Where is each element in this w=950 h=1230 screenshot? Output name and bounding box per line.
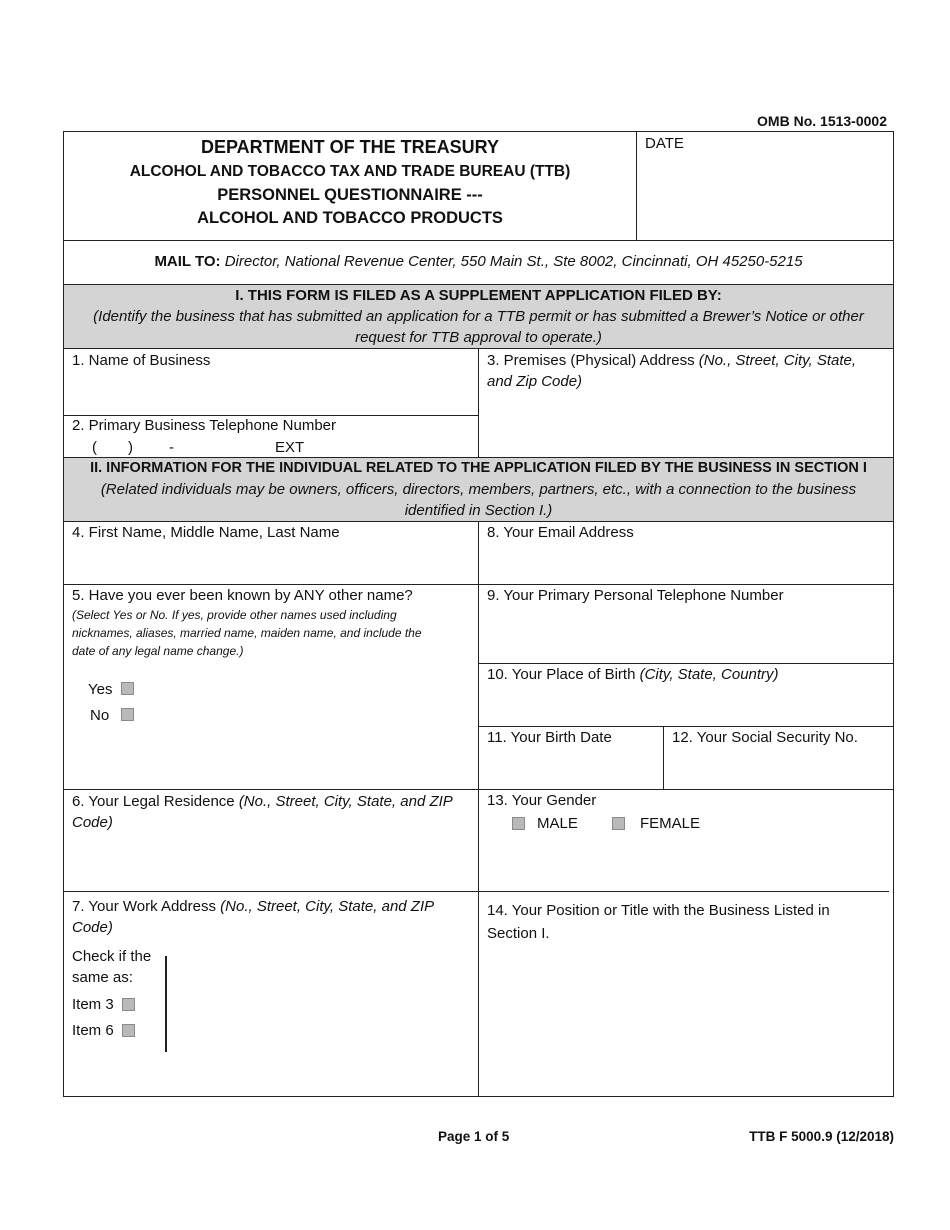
mail-to-line [64,251,893,272]
section1-heading: I. THIS FORM IS FILED AS A SUPPLEMENT APPLICATION FILED BY: [235,287,722,304]
full-name-field[interactable] [72,548,474,582]
item8-label: 8. Your Email Address [487,524,634,541]
check-same-1: Check if the [72,948,152,965]
work-address-field[interactable] [175,945,474,1092]
date-field[interactable] [645,160,889,232]
omb-number: OMB No. 1513-0002 [757,113,887,129]
mail-to-address: Director, National Revenue Center, 550 Main St., Ste 8002, Cincinnati, OH 45250-5215 [224,253,803,270]
item5-label: 5. Have you ever been known by ANY other name? [72,587,413,604]
section2-note-1: (Related individuals may be owners, officers, directors, members, partners, etc., with a connection to the business [100,481,857,498]
phone-dash: - [169,439,174,456]
female-checkbox[interactable] [612,817,625,830]
item7-hint: (No., Street, City, State, and ZIP [220,898,435,915]
no-checkbox[interactable] [121,708,134,721]
section2-heading: II. INFORMATION FOR THE INDIVIDUAL RELATED TO THE APPLICATION FILED BY THE BUSINESS IN SECTION I [90,460,867,476]
form-number: TTB F 5000.9 (12/2018) [749,1129,894,1144]
birth-date-field[interactable] [487,753,661,787]
phone-ext-label: EXT [275,439,305,456]
position-title-field[interactable] [487,950,891,1092]
section1-note-1: (Identify the business that has submitted an application for a TTB permit or has submitted a Brewer’s Notice or other [93,308,864,325]
item11-label: 11. Your Birth Date [487,729,612,746]
same-as-item3-checkbox[interactable] [122,998,135,1011]
email-field[interactable] [487,548,891,582]
item2-label: 2. Primary Business Telephone Number [72,417,337,434]
item6-bottom-rule [63,891,479,892]
item9-label: 9. Your Primary Personal Telephone Number [487,587,784,604]
form-title-1: PERSONNEL QUESTIONNAIRE --- [217,186,483,204]
item3-hint: (No., Street, City, State, [698,352,857,369]
item7-label-text: 7. Your Work Address [72,898,216,915]
item5-bottom-rule [63,789,479,790]
form-title-2: ALCOHOL AND TOBACCO PRODUCTS [197,209,503,227]
header-bottom-rule [63,240,894,241]
page-number: Page 1 of 5 [438,1129,510,1144]
item1-label: 1. Name of Business [72,352,211,369]
item3-label [487,350,887,371]
same-as-item6-checkbox[interactable] [122,1024,135,1037]
frame-top [63,131,894,132]
ssn-field[interactable] [672,753,891,787]
item13-label: 13. Your Gender [487,792,597,809]
item5-note-3: date of any legal name change.) [72,644,244,658]
section1-divider [478,348,479,458]
item7-label [72,896,472,917]
item6-check-label: Item 6 [72,1022,114,1039]
item3-check-label: Item 3 [72,996,114,1013]
frame-right [893,131,894,1097]
item12-label: 12. Your Social Security No. [672,729,858,746]
dept-title: DEPARTMENT OF THE TREASURY [200,137,499,157]
item11-divider [663,726,664,790]
no-label: No [90,707,110,724]
item13-bottom-rule [478,891,889,892]
date-divider [636,131,637,240]
business-phone-field[interactable] [100,438,274,458]
item3-hint-2: and Zip Code) [487,373,583,390]
item4-label: 4. First Name, Middle Name, Last Name [72,524,340,541]
section2-note-2: identified in Section I.) [404,502,553,519]
bureau-title: ALCOHOL AND TOBACCO TAX AND TRADE BUREAU (TTB) [129,163,571,180]
mail-to-label: MAIL TO: [154,253,221,270]
item5-note-1: (Select Yes or No. If yes, provide other names used including [72,608,397,622]
item6-hint: (No., Street, City, State, and ZIP [238,793,453,810]
date-label: DATE [645,135,684,152]
work-address-bracket [165,956,167,1052]
premises-address-field[interactable] [487,395,891,455]
item10-label-text: 10. Your Place of Birth [487,666,636,683]
phone-close-paren: ) [128,439,133,456]
frame-left [63,131,64,1097]
yes-label: Yes [88,681,113,698]
item6-hint-2: Code) [72,814,113,831]
item14-label-2: Section I. [487,925,550,942]
item14-label-1: 14. Your Position or Title with the Business Listed in [487,902,830,919]
section1-note-2: request for TTB approval to operate.) [355,329,602,346]
item5-note-2: nicknames, aliases, married name, maiden name, and include the [72,626,422,640]
birthplace-field[interactable] [487,690,891,724]
phone-open-paren: ( [92,439,97,456]
section2-divider [478,521,479,1097]
male-checkbox[interactable] [512,817,525,830]
item6-label [72,791,472,812]
item6-label-text: 6. Your Legal Residence [72,793,235,810]
business-name-field[interactable] [72,375,474,413]
item10-hint: (City, State, Country) [639,666,779,683]
personal-phone-field[interactable] [487,612,891,660]
item7-hint-2: Code) [72,919,113,936]
yes-checkbox[interactable] [121,682,134,695]
item3-label-text: 3. Premises (Physical) Address [487,352,695,369]
legal-residence-field[interactable] [72,836,474,888]
check-same-2: same as: [72,969,133,986]
item10-label [487,664,887,685]
male-label: MALE [537,815,578,832]
female-label: FEMALE [640,815,701,832]
